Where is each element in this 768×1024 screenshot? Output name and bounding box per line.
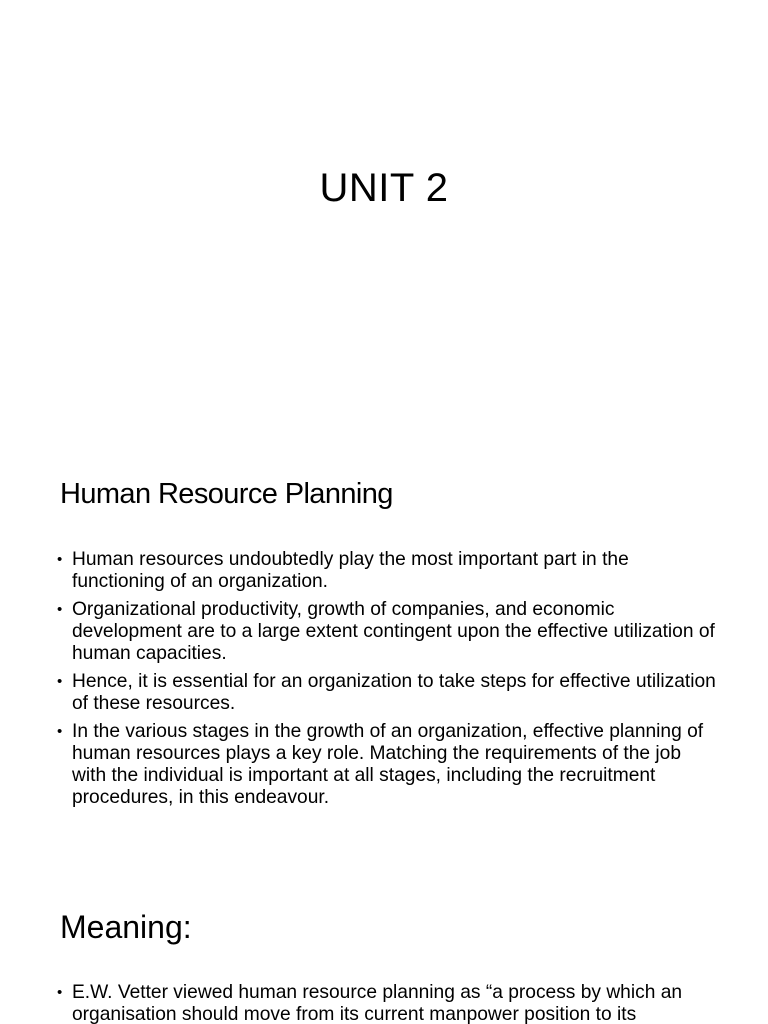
unit-title: UNIT 2 [319, 166, 449, 210]
hrp-bullet-list [57, 549, 717, 815]
bullet-item [57, 721, 717, 809]
bullet-item [57, 982, 717, 1024]
bullet-text: Organizational productivity, growth of companies, and economic development are to a large extent contingent upon the effective utilization of human capacities. [72, 599, 715, 664]
meaning-bullet-list [57, 982, 717, 1024]
bullet-icon: • [57, 601, 63, 618]
slide-title-unit [0, 0, 768, 432]
bullet-icon: • [57, 723, 63, 740]
hrp-heading: Human Resource Planning [60, 478, 393, 510]
bullet-item [57, 671, 717, 715]
bullet-icon: • [57, 673, 63, 690]
bullet-item [57, 599, 717, 665]
bullet-text: E.W. Vetter viewed human resource planning as “a process by which an organisation should move from its current manpower position to its [72, 982, 683, 1024]
bullet-icon: • [57, 984, 63, 1001]
bullet-item [57, 549, 717, 593]
bullet-text: In the various stages in the growth of an organization, effective planning of human resources plays a key role. Matching the requirements of the job with the individual is important at all stages, including the recruitment procedures, in this endeavour. [72, 721, 704, 808]
bullet-icon: • [57, 551, 63, 568]
meaning-heading: Meaning: [60, 909, 192, 945]
slide-human-resource-planning [0, 432, 768, 862]
bullet-text: Human resources undoubtedly play the most important part in the functioning of an organization. [72, 549, 629, 592]
bullet-text: Hence, it is essential for an organization to take steps for effective utilization of these resources. [72, 671, 716, 714]
slide-meaning [0, 862, 768, 1024]
